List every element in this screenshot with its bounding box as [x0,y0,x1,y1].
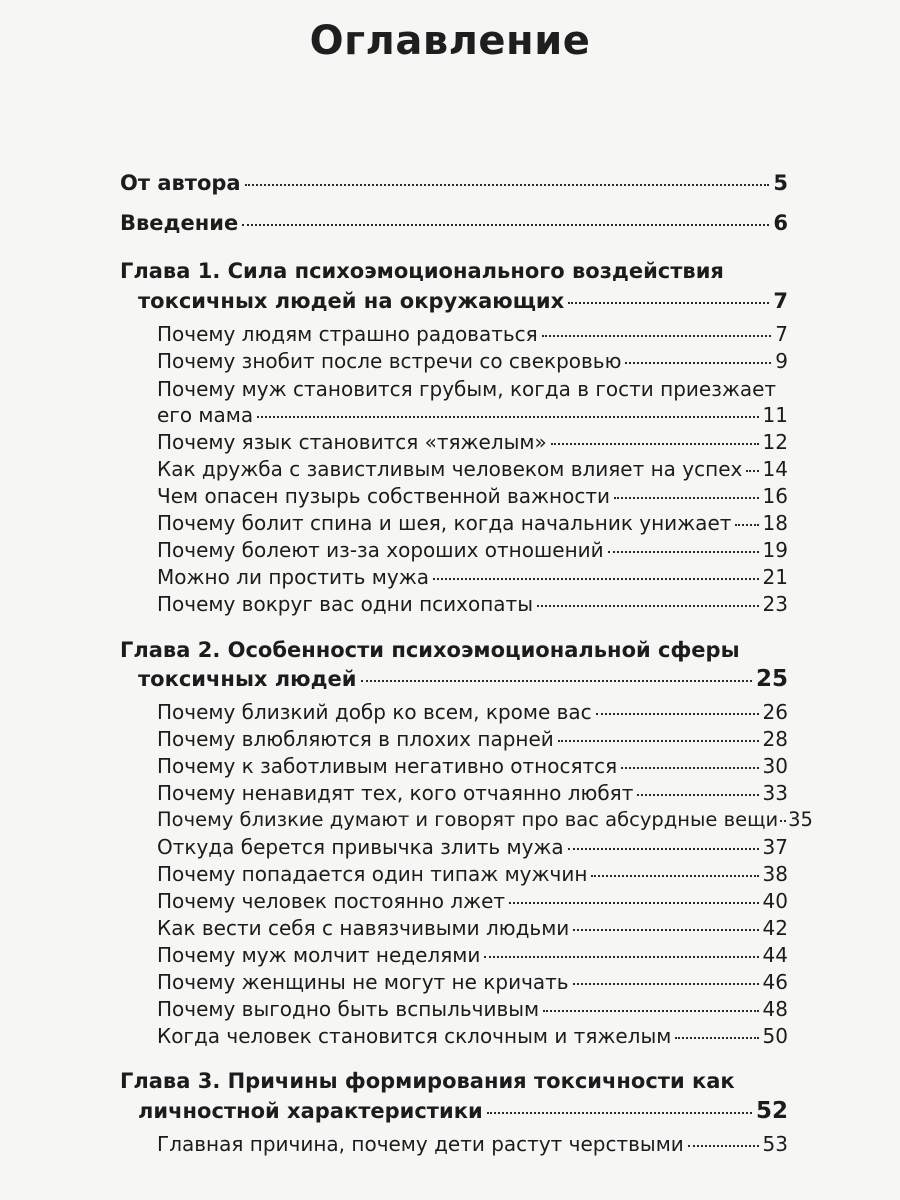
chapter-1-heading[interactable]: Глава 1. Сила психоэмоционального воздействия [120,259,724,283]
toc-section[interactable] [157,942,788,968]
chapter-title: личностной характеристики [138,1099,483,1123]
dot-leader [596,713,759,715]
section-page: 16 [762,484,788,508]
section-title: Главная причина, почему дети растут черствыми [157,1132,684,1156]
dot-leader [614,497,759,499]
dot-leader [543,1010,758,1012]
section-page: 12 [762,430,788,454]
toc-section[interactable] [157,1023,788,1049]
toc-section[interactable] [157,888,788,914]
section-title: Почему вокруг вас одни психопаты [157,592,533,616]
dot-leader [568,848,759,850]
toc-entry-from-author[interactable] [120,170,788,196]
section-page: 50 [762,1024,788,1048]
toc-section[interactable] [157,510,788,536]
dot-leader [257,416,758,418]
chapter-2-heading[interactable]: Глава 2. Особенности психоэмоциональной сферы [120,638,740,662]
section-page: 9 [775,349,788,373]
page-title: Оглавление [309,18,591,64]
section-page: 46 [762,970,788,994]
section-title: Почему человек постоянно лжет [157,889,506,913]
toc-section[interactable] [157,699,788,725]
section-title: Почему людям страшно радоваться [157,322,538,346]
dot-leader [433,578,759,580]
toc-section[interactable] [157,456,788,482]
section-page: 37 [762,835,788,859]
section-page: 26 [762,700,788,724]
dot-leader [242,224,769,226]
chapter-page: 52 [755,1098,788,1124]
section-title: Почему попадается один типаж мужчин [157,862,588,886]
section-title: Почему язык становится «тяжелым» [157,430,547,454]
section-title: Почему женщины не могут не кричать [157,970,569,994]
section-title: Почему близкий добр ко всем, кроме вас [157,700,592,724]
section-title: Почему болит спина и шея, когда начальник унижает [157,511,732,535]
section-title: Почему болеют из-за хороших отношений [157,538,604,562]
section-page: 48 [762,997,788,1021]
dot-leader [361,680,752,682]
dot-leader [625,362,771,364]
toc-section[interactable] [157,564,788,590]
toc-section[interactable] [157,969,788,995]
toc-section[interactable] [157,321,788,347]
section-title: Откуда берется привычка злить мужа [157,835,564,859]
section-page: 28 [762,727,788,751]
toc-section[interactable] [157,429,788,455]
toc-section[interactable] [157,591,788,617]
toc-section[interactable] [157,996,788,1022]
section-page: 40 [762,889,788,913]
section-page: 18 [762,511,788,535]
dot-leader [484,956,758,958]
toc-entry-introduction[interactable] [120,210,788,236]
dot-leader [637,794,758,796]
section-page: 33 [762,781,788,805]
dot-leader [573,983,759,985]
section-title: Почему близкие думают и говорят про вас абсурдные вещи [157,808,779,831]
dot-leader [542,335,772,337]
section-page: 53 [762,1132,788,1156]
chapter-2-entry[interactable] [138,666,788,692]
section-title: Чем опасен пузырь собственной важности [157,484,611,508]
dot-leader [608,551,759,553]
dot-leader [621,767,758,769]
toc-section[interactable] [157,1131,788,1157]
dot-leader [573,929,758,931]
section-page: 7 [775,322,788,346]
section-page: 21 [762,565,788,589]
section-title: его мама [157,403,254,427]
toc-section[interactable] [157,402,788,428]
toc-section[interactable] [157,726,788,752]
dot-leader [537,605,759,607]
entry-title: От автора [120,171,241,195]
section-title: Почему знобит после встречи со свекровью [157,349,622,373]
dot-leader [780,820,786,822]
chapter-title: токсичных людей на окружающих [138,289,565,313]
section-page: 14 [762,457,788,481]
section-title: Почему влюбляются в плохих парней [157,727,554,751]
dot-leader [746,470,758,472]
chapter-3-entry[interactable] [138,1098,788,1124]
section-title: Можно ли простить мужа [157,565,429,589]
toc-section[interactable] [157,807,813,833]
dot-leader [675,1037,758,1039]
section-title: Как вести себя с навязчивыми людьми [157,916,570,940]
toc-section[interactable] [157,483,788,509]
toc-section[interactable] [157,537,788,563]
chapter-3-heading[interactable]: Глава 3. Причины формирования токсичности как [120,1069,735,1093]
chapter-page: 25 [755,666,788,692]
toc-section[interactable] [157,915,788,941]
section-page: 30 [762,754,788,778]
dot-leader [245,184,770,186]
dot-leader [487,1112,752,1114]
section-title: Как дружба с завистливым человеком влияет на успех [157,457,743,481]
section-title: Почему выгодно быть вспыльчивым [157,997,540,1021]
section-title-line1[interactable]: Почему муж становится грубым, когда в гости приезжает [157,377,777,401]
dot-leader [551,443,759,445]
entry-page: 6 [773,211,788,235]
toc-section[interactable] [157,348,788,374]
section-page: 44 [762,943,788,967]
chapter-1-entry[interactable] [138,288,788,314]
toc-section[interactable] [157,861,788,887]
section-page: 11 [762,403,788,427]
entry-page: 5 [773,171,788,195]
dot-leader [735,524,758,526]
dot-leader [688,1145,759,1147]
section-page: 23 [762,592,788,616]
toc-section[interactable] [157,753,788,779]
entry-title: Введение [120,211,239,235]
dot-leader [558,740,759,742]
section-title: Когда человек становится склочным и тяжелым [157,1024,672,1048]
section-title: Почему муж молчит неделями [157,943,481,967]
chapter-page: 7 [773,289,788,313]
section-page: 35 [788,808,813,831]
section-page: 19 [762,538,788,562]
section-page: 38 [762,862,788,886]
dot-leader [591,875,758,877]
chapter-title: токсичных людей [138,667,357,691]
section-title: Почему ненавидят тех, кого отчаянно любят [157,781,634,805]
dot-leader [509,902,758,904]
toc-section[interactable] [157,834,788,860]
section-page: 42 [762,916,788,940]
section-title: Почему к заботливым негативно относятся [157,754,618,778]
dot-leader [568,302,769,304]
toc-section[interactable] [157,780,788,806]
